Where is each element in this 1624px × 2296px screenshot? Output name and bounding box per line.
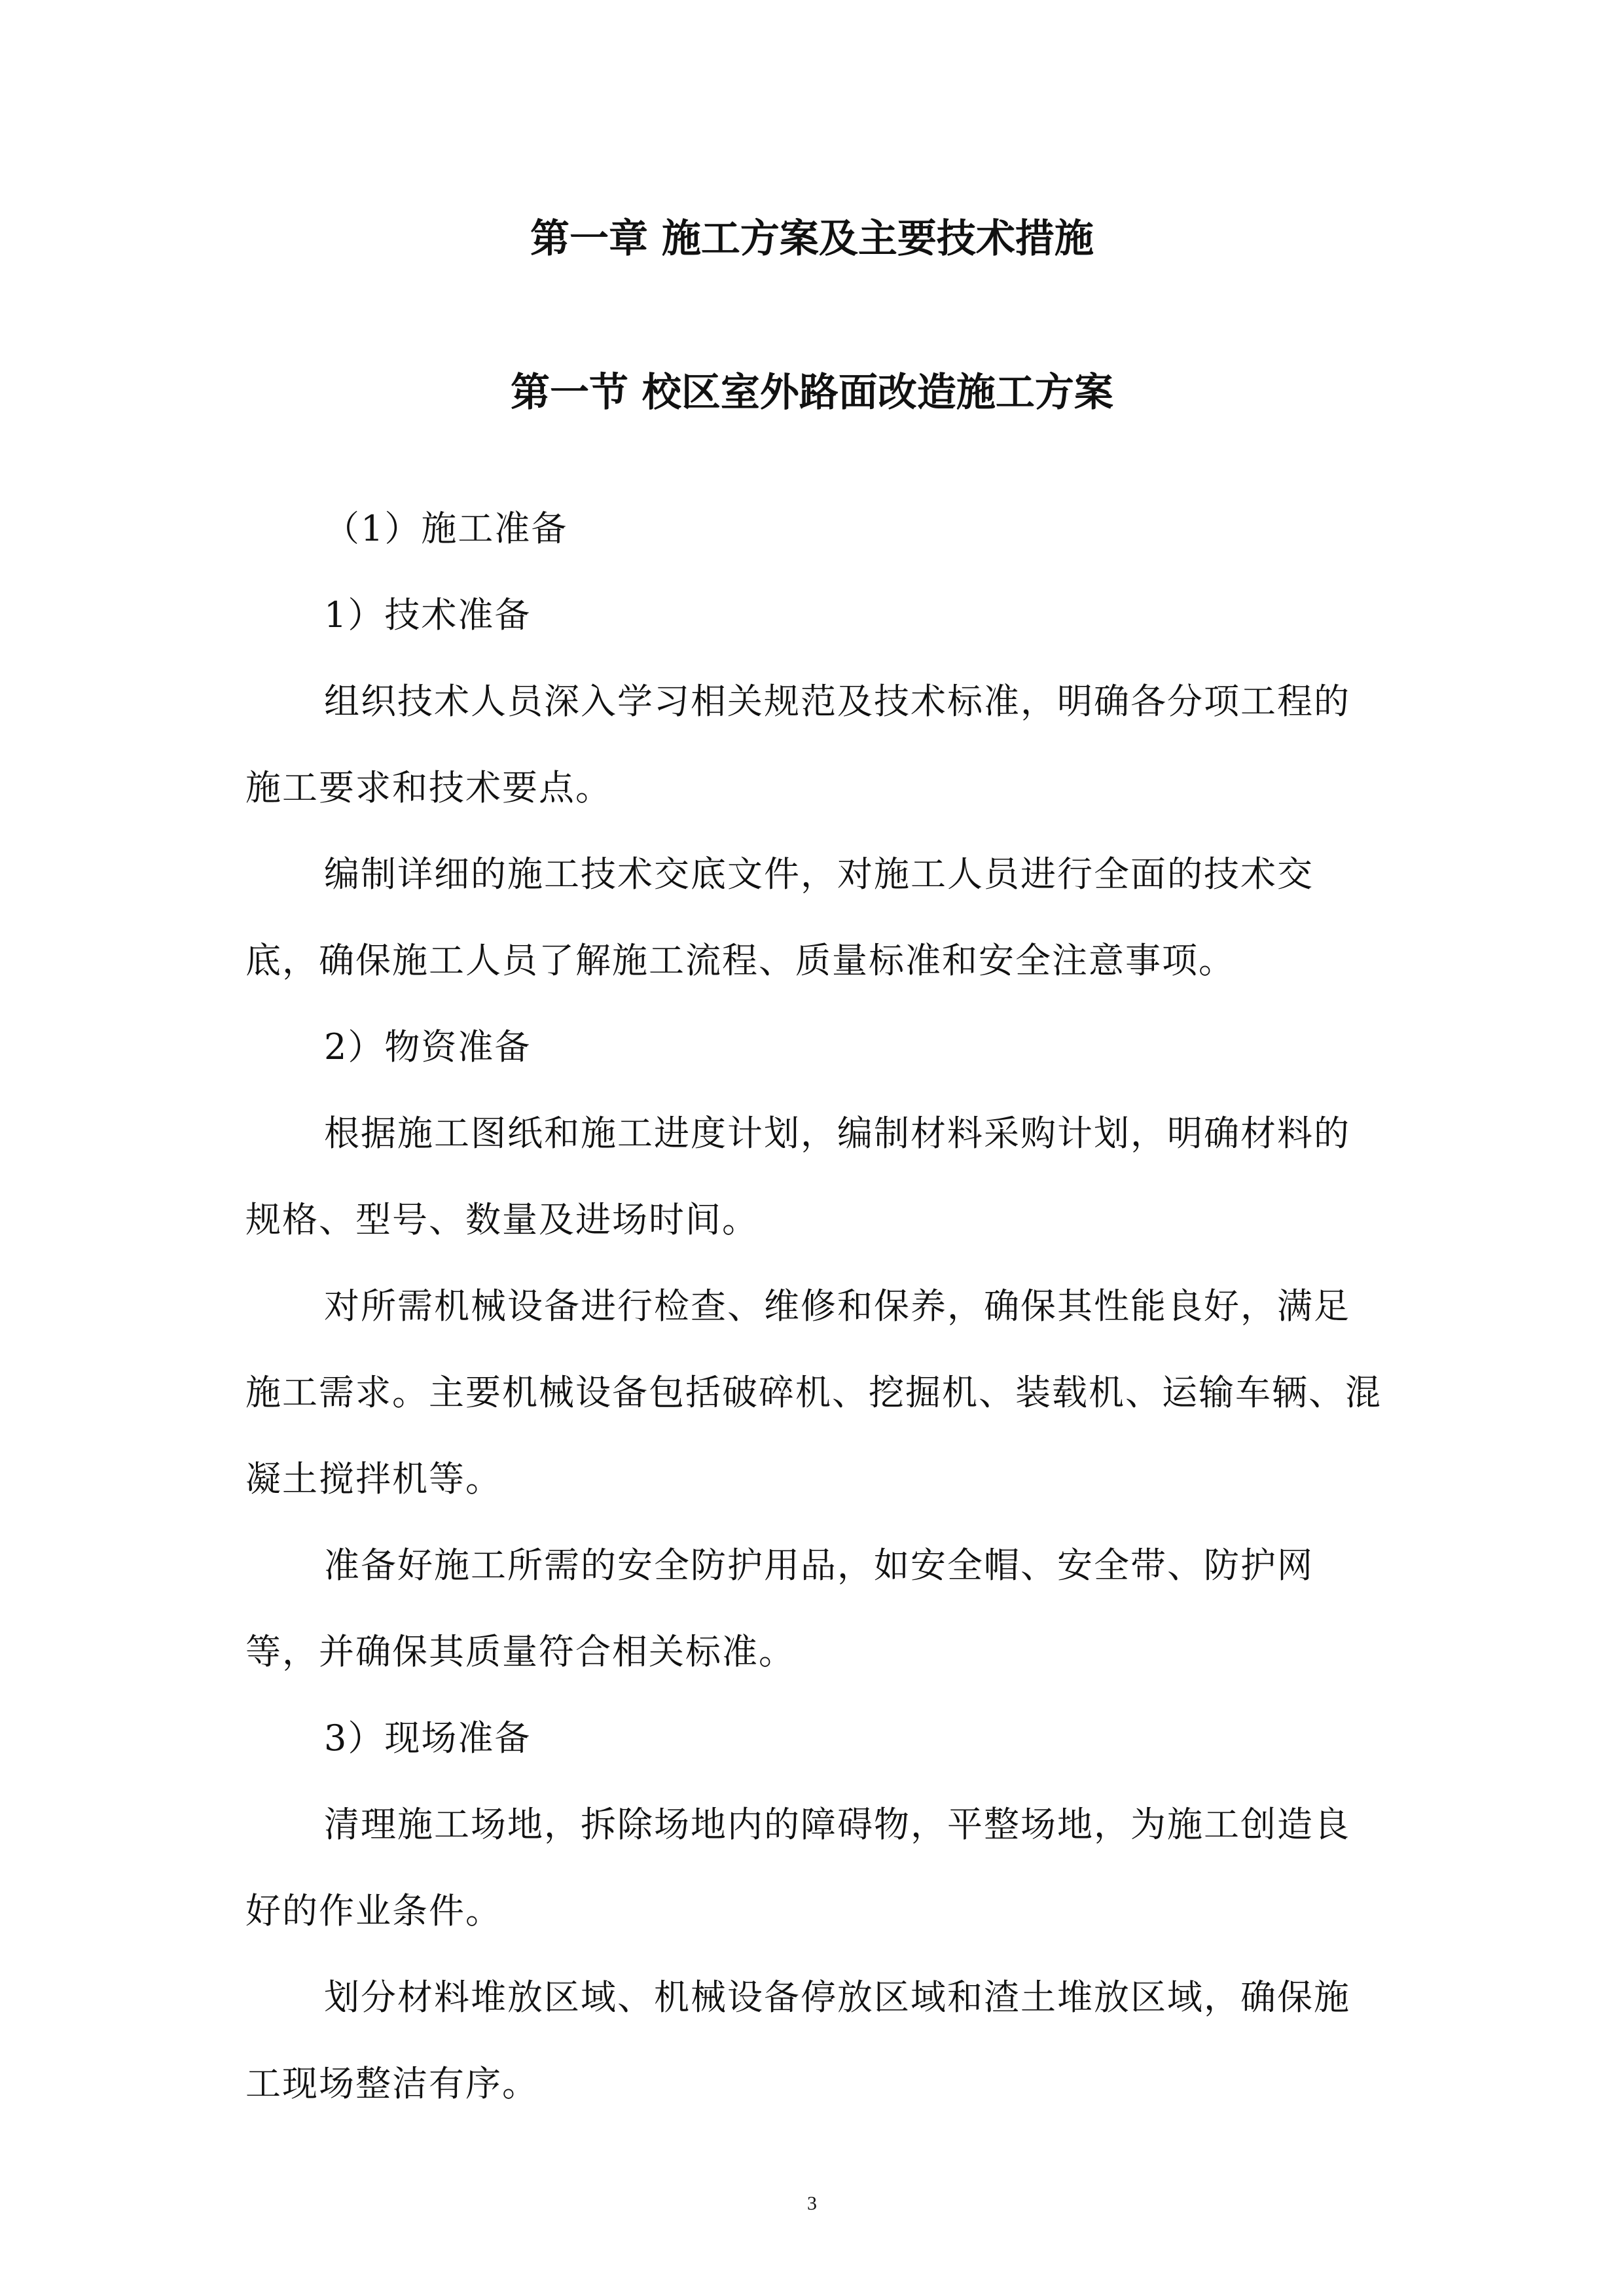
body-paragraph: 对所需机械设备进行检查、维修和保养，确保其性能良好，满足施工需求。主要机械设备包括破碎机、挖掘机、装载机、运输车辆、混凝土搅拌机等。 [245, 1285, 1382, 1499]
body-paragraph: 编制详细的施工技术交底文件，对施工人员进行全面的技术交底，确保施工人员了解施工流程、质量标准和安全注意事项。 [245, 853, 1314, 981]
item-heading: 3）现场准备 [324, 1717, 532, 1759]
page-number: 3 [807, 2193, 817, 2214]
body-paragraph: 清理施工场地，拆除场地内的障碍物，平整场地，为施工创造良好的作业条件。 [245, 1804, 1350, 1931]
body-paragraph: 组织技术人员深入学习相关规范及技术标准，明确各分项工程的施工要求和技术要点。 [245, 681, 1350, 808]
body-paragraph: 根据施工图纸和施工进度计划，编制材料采购计划，明确材料的规格、型号、数量及进场时间。 [245, 1113, 1350, 1240]
body-paragraph: 划分材料堆放区域、机械设备停放区域和渣土堆放区域，确保施工现场整洁有序。 [245, 1977, 1350, 2104]
chapter-title: 第一章 施工方案及主要技术措施 [530, 216, 1094, 262]
item-heading: 1）技术准备 [324, 594, 532, 636]
document-body [245, 486, 1384, 2127]
subsection-heading: （1）施工准备 [324, 508, 568, 549]
body-paragraph: 准备好施工所需的安全防护用品，如安全帽、安全带、防护网等，并确保其质量符合相关标准。 [245, 1545, 1314, 1672]
item-heading: 2）物资准备 [324, 1026, 532, 1067]
section-title: 第一节 校区室外路面改造施工方案 [511, 370, 1113, 416]
